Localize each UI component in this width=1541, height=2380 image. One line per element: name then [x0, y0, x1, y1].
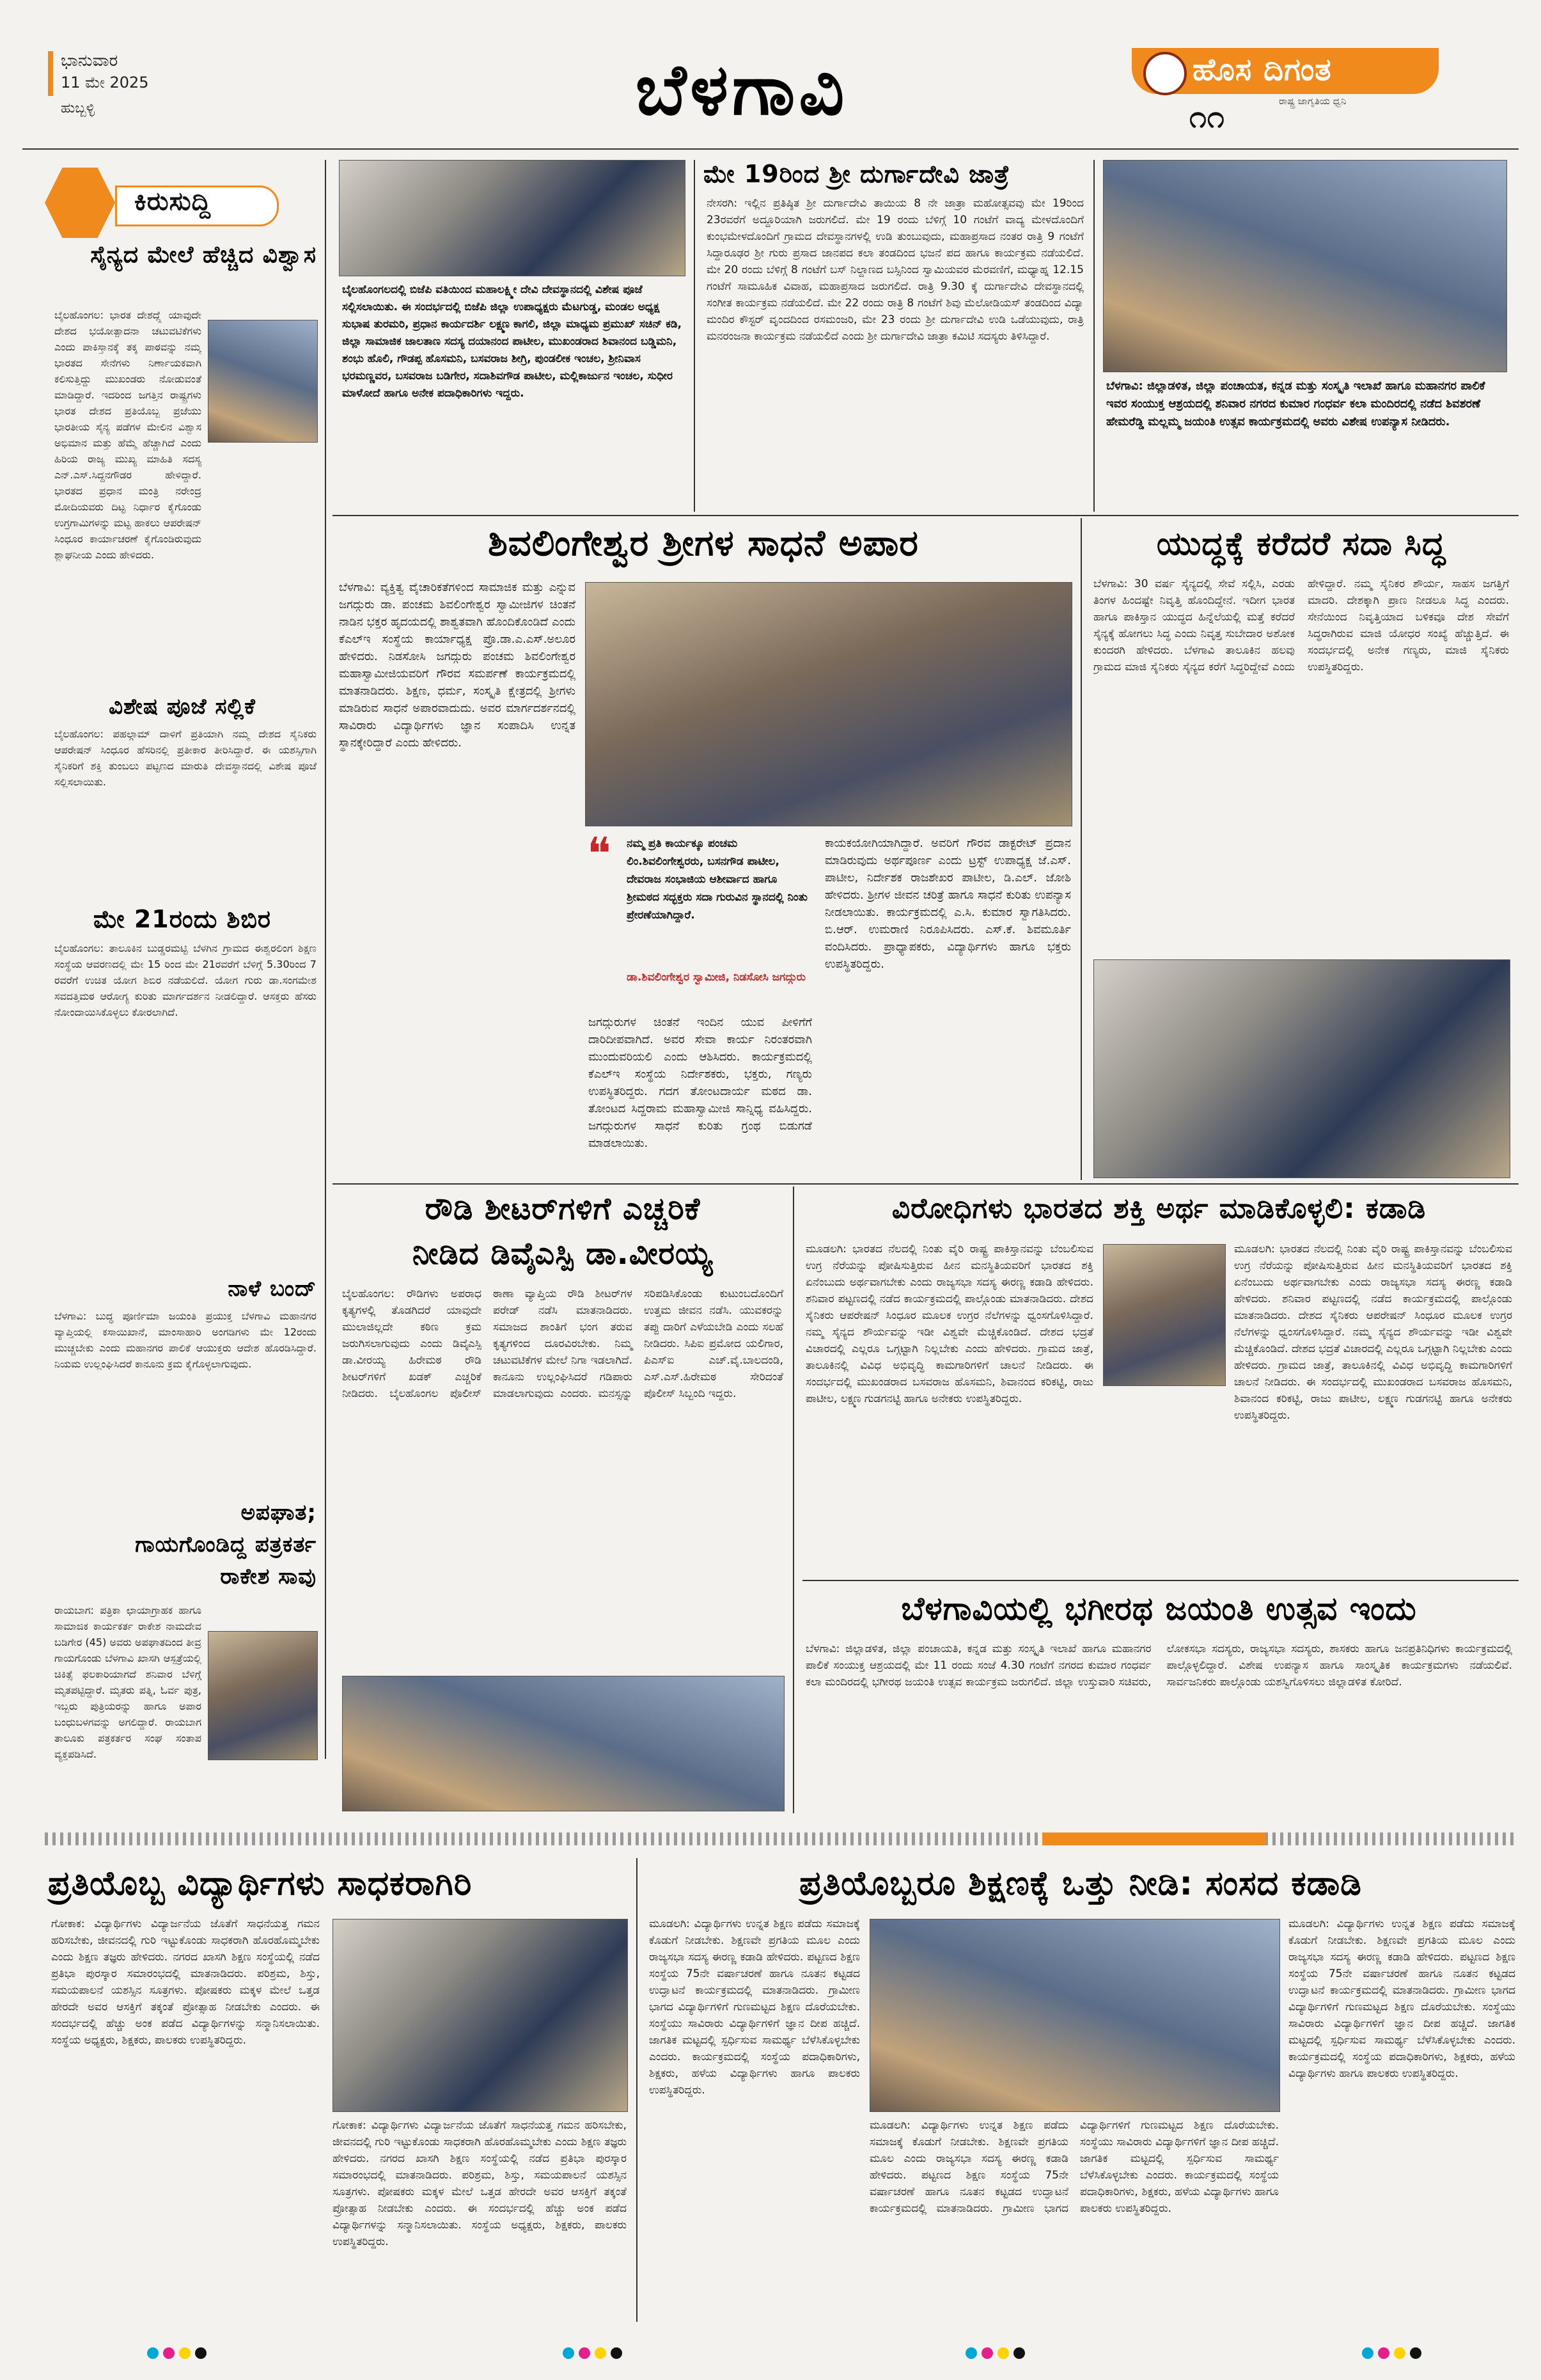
virodhi-photo [1103, 1244, 1226, 1386]
reg-dot-black [1013, 2347, 1025, 2359]
left-body-5: ರಾಯಬಾಗ: ಪತ್ರಿಕಾ ಛಾಯಾಗ್ರಾಹಕ ಹಾಗೂ ಸಾಮಾಜಿಕ ಕಾರ್ಯಕರ್ತ ರಾಕೇಶ ನಾಮದೇವ ಬಡಿಗೇರ (45) ಅವರು ಅಪಘಾತದಿಂದ ತೀವ್ರ ಗಾಯಗೊಂಡು ಬೆಳಗಾವಿ ಖಾಸಗಿ ಆಸ್ಪತ್ರೆಯಲ್ಲಿ ಚಿಕಿತ್ಸೆ ಫಲಕಾರಿಯಾಗದೆ ಶನಿವಾರ ಬೆಳಿಗ್ಗೆ ಮೃತಪಟ್ಟಿದ್ದಾರೆ. ಮೃತರು ಪತ್ನಿ, ಓರ್ವ ಪುತ್ರ, ಇಬ್ಬರು ಪುತ್ರಿಯರನ್ನು ಹಾಗೂ ಅಪಾರ ಬಂಧುಬಳಗವನ್ನು ಅಗಲಿದ್ದಾರೆ. ರಾಯಬಾಗ ತಾಲೂಕು ಪತ್ರಕರ್ತರ ಸಂಘ ಸಂತಾಪ ವ್ಯಕ್ತಪಡಿಸಿದೆ. [54, 1604, 201, 1760]
virodhi-head: ವಿರೋಧಿಗಳು ಭಾರತದ ಶಕ್ತಿ ಅರ್ಥ ಮಾಡಿಕೊಳ್ಳಲಿ: ಕಡಾಡಿ [891, 1192, 1427, 1225]
rowdy-photo [342, 1676, 785, 1811]
city-label: ಹುಬ್ಬಳ್ಳಿ [61, 100, 95, 116]
left-head-5c: ರಾಕೇಶ ಸಾವು [220, 1564, 317, 1589]
top-mid-caption: ಬೈಲಹೊಂಗಲದಲ್ಲಿ ಬಿಜೆಪಿ ವತಿಯಿಂದ ಮಹಾಲಕ್ಷ್ಮೀ ದೇವಿ ದೇವಸ್ಥಾನದಲ್ಲಿ ವಿಶೇಷ ಪೂಜೆ ಸಲ್ಲಿಸಲಾಯಿತು. ಈ ಸಂದರ್ಭದಲ್ಲಿ ಬಿಜೆಪಿ ಜಿಲ್ಲಾ ಉಪಾಧ್ಯಕ್ಷರು ಮೆಟಗುಡ್ಡ, ಮಂಡಲ ಅಧ್ಯಕ್ಷ ಸುಭಾಷ ತುರಮರಿ, ಪ್ರಧಾನ ಕಾರ್ಯದರ್ಶಿ ಲಕ್ಷ್ಮಣ ಕಾಗಲಿ, ಜಿಲ್ಲಾ ಮಾಧ್ಯಮ ಪ್ರಮುಖ್ ಸಚಿನ್ ಕಡಿ, ಜಿಲ್ಲಾ ಸಾಮಾಜಿಕ ಜಾಲತಾಣ ಸದಸ್ಯ ದಯಾನಂದ ಪಾಟೀಲ, ಮುಖಂಡರಾದ ಶಿವಾನಂದ ಬಡ್ಡಿಮನಿ, ಶಂಭು ಹೊಲಿ, ಗೌಡಪ್ಪ ಹೊಸಮನಿ, ಬಸವರಾಜ ಶೀಗ್ರಿ, ಪುಂಡಲೀಕ ಇಂಚಲ, ಶ್ರೀನಿವಾಸ ಭರಮಣ್ಣವರ, ಬಸವರಾಜ ಬಡಿಗೇರ, ಸದಾಶಿವಗೌಡ ಪಾಟೀಲ, ಮಲ್ಲಿಕಾರ್ಜುನ ಇಂಚಲ, ಸುಧೀರ ಮಾಳೋದೆ ಹಾಗೂ ಅನೇಕ ಪದಾಧಿಕಾರಿಗಳು ಇದ್ದರು. [342, 283, 682, 400]
section-title: ಬೆಳಗಾವಿ [635, 49, 849, 130]
bhagiratha-head: ಬೆಳಗಾವಿಯಲ್ಲಿ ಭಗೀರಥ ಜಯಂತಿ ಉತ್ಸವ ಇಂದು [901, 1590, 1417, 1627]
virodhi-body-cont: ಮೂಡಲಗಿ: ಭಾರತದ ನೆಲದಲ್ಲಿ ನಿಂತು ವೈರಿ ರಾಷ್ಟ್ರ ಪಾಕಿಸ್ತಾನವನ್ನು ಬೆಂಬಲಿಸುವ ಉಗ್ರ ನೆರೆಯನ್ನು ಪೋಷಿಸುತ್ತಿರುವ ಹೀನ ಮನಸ್ಥಿತಿಯವರಿಗೆ ಭಾರತದ ಶಕ್ತಿ ಏನೆಂಬುದು ಅರ್ಥವಾಗಬೇಕು ಎಂದು ರಾಜ್ಯಸಭಾ ಸದಸ್ಯ ಈರಣ್ಣ ಕಡಾಡಿ ಹೇಳಿದರು. ಶನಿವಾರ ಪಟ್ಟಣದಲ್ಲಿ ನಡೆದ ಕಾರ್ಯಕ್ರಮದಲ್ಲಿ ಪಾಲ್ಗೊಂಡು ಮಾತನಾಡಿದರು. ದೇಶದ ಸೈನಿಕರು ಆಪರೇಷನ್ ಸಿಂಧೂರ ಮೂಲಕ ಉಗ್ರರ ನೆಲೆಗಳನ್ನು ಧ್ವಂಸಗೊಳಿಸಿದ್ದಾರೆ. ನಮ್ಮ ಸೈನ್ಯದ ಶೌರ್ಯವನ್ನು ಇಡೀ ವಿಶ್ವವೇ ಮೆಚ್ಚಿಕೊಂಡಿದೆ. ದೇಶದ ಭದ್ರತೆ ವಿಚಾರದಲ್ಲಿ ಎಲ್ಲರೂ ಒಗ್ಗಟ್ಟಾಗಿ ನಿಲ್ಲಬೇಕು ಎಂದು ಹೇಳಿದರು. ಗ್ರಾಮದ ಜಾತ್ರೆ, ತಾಲೂಕಿನಲ್ಲಿ ವಿವಿಧ ಅಭಿವೃದ್ಧಿ ಕಾಮಗಾರಿಗಳಿಗೆ ಚಾಲನೆ ನೀಡಿದರು. ಈ ಸಂದರ್ಭದಲ್ಲಿ ಮುಖಂಡರಾದ ಬಸವರಾಜ ಹೊಸಮನಿ, ಶಿವಾನಂದ ಕರಿಕಟ್ಟಿ, ರಾಜು ಪಾಟೀಲ, ಲಕ್ಷ್ಮಣ ಗುಡಗನಟ್ಟಿ ಹಾಗೂ ಅನೇಕರು ಉಪಸ್ಥಿತರಿದ್ದರು. [1234, 1243, 1512, 1422]
top-right-caption: ಬೆಳಗಾವಿ: ಜಿಲ್ಲಾಡಳಿತ, ಜಿಲ್ಲಾ ಪಂಚಾಯತ, ಕನ್ನಡ ಮತ್ತು ಸಂಸ್ಕೃತಿ ಇಲಾಖೆ ಹಾಗೂ ಮಹಾನಗರ ಪಾಲಿಕೆ ಇವರ ಸಂಯುಕ್ತ ಆಶ್ರಯದಲ್ಲಿ ಶನಿವಾರ ನಗರದ ಕುಮಾರ ಗಂಧರ್ವ ಕಲಾ ಮಂದಿರದಲ್ಲಿ ನಡೆದ ಶಿವಶರಣೆ ಹೇಮರೆಡ್ಡಿ ಮಲ್ಲಮ್ಮ ಜಯಂತಿ ಉತ್ಸವ ಕಾರ್ಯಕ್ರಮದಲ್ಲಿ ಅವರು ವಿಶೇಷ ಉಪನ್ಯಾಸ ನೀಡಿದರು. [1106, 379, 1485, 429]
paper-logo [1132, 48, 1439, 135]
reg-dot-cyan [147, 2347, 159, 2359]
date-label: 11 ಮೇ 2025 [61, 74, 149, 91]
reg-dot-yellow [595, 2347, 606, 2359]
bottom-left-head: ಪ್ರತಿಯೊಬ್ಬ ವಿದ್ಯಾರ್ಥಿಗಳು ಸಾಧಕರಾಗಿರಿ [48, 1864, 473, 1903]
masthead-rule [22, 148, 1519, 150]
rowdy-body: ಬೈಲಹೊಂಗಲ: ರೌಡಿಗಳು ಅಪರಾಧ ಕೃತ್ಯಗಳಲ್ಲಿ ತೊಡಗಿದರೆ ಯಾವುದೇ ಮುಲಾಜಿಲ್ಲದೇ ಕಠಿಣ ಕ್ರಮ ಜರುಗಿಸಲಾಗುವುದು ಎಂದು ಡಿವೈಎಸ್ಪಿ ಡಾ.ವೀರಯ್ಯ ಹಿರೇಮಠ ರೌಡಿ ಶೀಟರ್‌ಗಳಿಗೆ ಖಡಕ್ ಎಚ್ಚರಿಕೆ ನೀಡಿದರು. ಬೈಲಹೊಂಗಲ ಪೊಲೀಸ್ ಠಾಣಾ ವ್ಯಾಪ್ತಿಯ ರೌಡಿ ಶೀಟರ್‌ಗಳ ಪರೇಡ್ ನಡೆಸಿ ಮಾತನಾಡಿದರು. ಸಮಾಜದ ಶಾಂತಿಗೆ ಭಂಗ ತರುವ ಕೃತ್ಯಗಳಿಂದ ದೂರವಿರಬೇಕು. ನಿಮ್ಮ ಚಟುವಟಿಕೆಗಳ ಮೇಲೆ ನಿಗಾ ಇಡಲಾಗಿದೆ. ಕಾನೂನು ಉಲ್ಲಂಘಿಸಿದರೆ ಗಡಿಪಾರು ಮಾಡಲಾಗುವುದು ಎಂದರು. ಮನಸ್ಸನ್ನು ಸರಿಪಡಿಸಿಕೊಂಡು ಕುಟುಂಬದೊಂದಿಗೆ ಉತ್ತಮ ಜೀವನ ನಡೆಸಿ. ಯುವಕರನ್ನು ತಪ್ಪು ದಾರಿಗೆ ಎಳೆಯಬೇಡಿ ಎಂದು ಸಲಹೆ ನೀಡಿದರು. ಸಿಪಿಐ ಪ್ರಮೋದ ಯಲಿಗಾರ, ಪಿಎಸ್ಐ ಎಚ್.ವೈ.ಬಾಲದಂಡಿ, ಎಸ್.ಎಸ್.ಹಿರೇಮಠ ಸೇರಿದಂತೆ ಪೊಲೀಸ್ ಸಿಬ್ಬಂದಿ ಇದ್ದರು. [342, 1288, 783, 1400]
masthead [0, 0, 1541, 150]
left-body-3: ಬೈಲಹೊಂಗಲ: ತಾಲೂಕಿನ ಬುಡ್ಡರಮಟ್ಟಿ ಬೆಳಗಿನ ಗ್ರಾಮದ ಈಶ್ವರಲಿಂಗ ಶಿಕ್ಷಣ ಸಂಸ್ಥೆಯ ಆವರಣದಲ್ಲಿ ಮೇ 15 ರಿಂದ ಮೇ 21ರವರೆಗೆ ಬೆಳಿಗ್ಗೆ 5.30ರಿಂದ 7 ರವರೆಗೆ ಉಚಿತ ಯೋಗ ಶಿಬಿರ ನಡೆಯಲಿದೆ. ಯೋಗ ಗುರು ಡಾ.ಸಂಗಮೇಶ ಸವದತ್ತಿಮಠ ಆರೋಗ್ಯ ಕುರಿತು ಮಾರ್ಗದರ್ಶನ ನೀಡಲಿದ್ದಾರೆ. ಆಸಕ್ತರು ಹೆಸರು ನೋಂದಾಯಿಸಿಕೊಳ್ಳಲು ಕೋರಲಾಗಿದೆ. [54, 942, 317, 1018]
bottom-left-body-1: ಗೋಕಾಕ: ವಿದ್ಯಾರ್ಥಿಗಳು ವಿದ್ಯಾರ್ಜನೆಯ ಜೊತೆಗೆ ಸಾಧನೆಯತ್ತ ಗಮನ ಹರಿಸಬೇಕು, ಜೀವನದಲ್ಲಿ ಗುರಿ ಇಟ್ಟುಕೊಂಡು ಸಾಧಕರಾಗಿ ಹೊರಹೊಮ್ಮಬೇಕು ಎಂದು ಶಿಕ್ಷಣ ತಜ್ಞರು ಹೇಳಿದರು. ನಗರದ ಖಾಸಗಿ ಶಿಕ್ಷಣ ಸಂಸ್ಥೆಯಲ್ಲಿ ನಡೆದ ಪ್ರತಿಭಾ ಪುರಸ್ಕಾರ ಸಮಾರಂಭದಲ್ಲಿ ಮಾತನಾಡಿದರು. ಪರಿಶ್ರಮ, ಶಿಸ್ತು, ಸಮಯಪಾಲನೆ ಯಶಸ್ಸಿನ ಸೂತ್ರಗಳು. ಪೋಷಕರು ಮಕ್ಕಳ ಮೇಲೆ ಒತ್ತಡ ಹೇರದೇ ಅವರ ಆಸಕ್ತಿಗೆ ತಕ್ಕಂತೆ ಪ್ರೋತ್ಸಾಹ ನೀಡಬೇಕು ಎಂದರು. ಈ ಸಂದರ್ಭದಲ್ಲಿ ಹೆಚ್ಚು ಅಂಕ ಪಡೆದ ವಿದ್ಯಾರ್ಥಿಗಳನ್ನು ಸನ್ಮಾನಿಸಲಾಯಿತು. ಸಂಸ್ಥೆಯ ಅಧ್ಯಕ್ಷರು, ಶಿಕ್ಷಕರು, ಪಾಲಕರು ಉಪಸ್ಥಿತರಿದ್ದರು. [51, 1918, 320, 2047]
left-head-1: ಸೈನ್ಯದ ಮೇಲೆ ಹೆಚ್ಚಿದ ವಿಶ್ವಾಸ [90, 242, 317, 268]
reg-dot-magenta [163, 2347, 175, 2359]
left-body-1: ಬೈಲಹೊಂಗಲ: ಭಾರತ ದೇಶದ್ಲ್ಲೆ ಯಾವುದೇ ದೇಶದ ಭಯೋತ್ಪಾದನಾ ಚಟುವಟಿಕೆಗಳು ಎಂದು ಪಾಕಿಸ್ತಾನಕ್ಕೆ ತಕ್ಕ ಪಾಠವನ್ನು ನಮ್ಮ ಭಾರತದ ಸೇನೆಗಳು ನಿರ್ಣಾಯಕವಾಗಿ ಕಲಿಸುತ್ತಿದ್ದು ಮುಖಂಡರು ನೋಡುವಂತೆ ಮಾಡಿದ್ದಾರೆ. ಇದರಿಂದ ಜಗತ್ತಿನ ರಾಷ್ಟ್ರಗಳು ಭಾರತ ದೇಶದ ಪ್ರತಿಯೊಬ್ಬ ಪ್ರಜೆಯು ಭಾರತೀಯ ಸೈನ್ಯ ಪಡೆಗಳ ಮೇಲಿನ ವಿಶ್ವಾಸ ಅಭಿಮಾನ ಮತ್ತು ಹೆಮ್ಮೆ ಹೆಚ್ಚಾಗಿದೆ ಎಂದು ಹಿರಿಯ ರಾಜ್ಯ ಮುಖ್ಯ ಮಾಹಿತಿ ಸದಸ್ಯ ಎನ್.ಎಸ್.ಸಿದ್ದನಗೌಡರ ಹೇಳಿದ್ದಾರೆ. ಭಾರತದ ಪ್ರಧಾನ ಮಂತ್ರಿ ನರೇಂದ್ರ ಮೋದಿಯವರು ದಿಟ್ಟ ನಿರ್ಧಾರ ಕೈಗೊಂಡು ಉಗ್ರಗಾಮಿಗಳನ್ನು ಮಟ್ಟ ಹಾಕಲು ಆಪರೇಷನ್ ಸಿಂಧೂರ ಕಾರ್ಯಾಚರಣೆ ಕೈಗೊಂಡಿರುವುದು ಶ್ಲಾಘನೀಯ ಎಂದು ಹೇಳಿದರು. [54, 309, 201, 561]
bottom-right-head: ಪ್ರತಿಯೊಬ್ಬರೂ ಶಿಕ್ಷಣಕ್ಕೆ ಒತ್ತು ನೀಡಿ: ಸಂಸದ ಕಡಾಡಿ [799, 1864, 1362, 1903]
rowdy-head-2: ನೀಡಿದ ಡಿವೈಎಸ್ಪಿ ಡಾ.ವೀರಯ್ಯ [412, 1236, 714, 1272]
row-rule-1 [332, 515, 1519, 516]
reg-dot-cyan [563, 2347, 574, 2359]
reg-dot-black [1410, 2347, 1421, 2359]
kirusuddi-label: ಕಿರುಸುದ್ದಿ [134, 187, 212, 216]
mid-divider-1 [1081, 518, 1082, 1180]
row-rule-3 [802, 1580, 1519, 1581]
kirusuddi-badge [45, 168, 288, 238]
quote-mark-icon: ❝ [587, 828, 611, 880]
top-divider-1 [694, 160, 695, 512]
hand-icon [45, 168, 115, 238]
durga-head: ಮೇ 19ರಿಂದ ಶ್ರೀ ದುರ್ಗಾದೇವಿ ಜಾತ್ರೆ [703, 160, 1010, 188]
shivalinga-col2: ಜಗದ್ಗುರುಗಳ ಚಿಂತನೆ ಇಂದಿನ ಯುವ ಪೀಳಿಗೆಗೆ ದಾರಿದೀಪವಾಗಿದೆ. ಅವರ ಸೇವಾ ಕಾರ್ಯ ನಿರಂತರವಾಗಿ ಮುಂದುವರಿಯಲಿ ಎಂದು ಆಶಿಸಿದರು. ಕಾರ್ಯಕ್ರಮದಲ್ಲಿ ಕೆಎಲ್ಇ ಸಂಸ್ಥೆಯ ನಿರ್ದೇಶಕರು, ಭಕ್ತರು, ಗಣ್ಯರು ಉಪಸ್ಥಿತರಿದ್ದರು. ಗದಗ ತೋಂಟದಾರ್ಯ ಮಠದ ಡಾ. ತೋಂಟದ ಸಿದ್ದರಾಮ ಮಹಾಸ್ವಾಮೀಜಿ ಸಾನ್ನಿಧ್ಯ ವಹಿಸಿದ್ದರು. ಜಗದ್ಗುರುಗಳ ಸಾಧನೆ ಕುರಿತು ಗ್ರಂಥ ಬಿಡುಗಡೆ ಮಾಡಲಾಯಿತು. [588, 1016, 812, 1150]
bottom-left-body-2: ಗೋಕಾಕ: ವಿದ್ಯಾರ್ಥಿಗಳು ವಿದ್ಯಾರ್ಜನೆಯ ಜೊತೆಗೆ ಸಾಧನೆಯತ್ತ ಗಮನ ಹರಿಸಬೇಕು, ಜೀವನದಲ್ಲಿ ಗುರಿ ಇಟ್ಟುಕೊಂಡು ಸಾಧಕರಾಗಿ ಹೊರಹೊಮ್ಮಬೇಕು ಎಂದು ಶಿಕ್ಷಣ ತಜ್ಞರು ಹೇಳಿದರು. ನಗರದ ಖಾಸಗಿ ಶಿಕ್ಷಣ ಸಂಸ್ಥೆಯಲ್ಲಿ ನಡೆದ ಪ್ರತಿಭಾ ಪುರಸ್ಕಾರ ಸಮಾರಂಭದಲ್ಲಿ ಮಾತನಾಡಿದರು. ಪರಿಶ್ರಮ, ಶಿಸ್ತು, ಸಮಯಪಾಲನೆ ಯಶಸ್ಸಿನ ಸೂತ್ರಗಳು. ಪೋಷಕರು ಮಕ್ಕಳ ಮೇಲೆ ಒತ್ತಡ ಹೇರದೇ ಅವರ ಆಸಕ್ತಿಗೆ ತಕ್ಕಂತೆ ಪ್ರೋತ್ಸಾಹ ನೀಡಬೇಕು ಎಂದರು. ಈ ಸಂದರ್ಭದಲ್ಲಿ ಹೆಚ್ಚು ಅಂಕ ಪಡೆದ ವಿದ್ಯಾರ್ಥಿಗಳನ್ನು ಸನ್ಮಾನಿಸಲಾಯಿತು. ಸಂಸ್ಥೆಯ ಅಧ್ಯಕ್ಷರು, ಶಿಕ್ಷಕರು, ಪಾಲಕರು ಉಪಸ್ಥಿತರಿದ್ದರು. [332, 2119, 627, 2248]
yuddha-head: ಯುದ್ಧಕ್ಕೆ ಕರೆದರೆ ಸದಾ ಸಿದ್ಧ [1156, 525, 1446, 562]
bottom-right-body-2: ಮೂಡಲಗಿ: ವಿದ್ಯಾರ್ಥಿಗಳು ಉನ್ನತ ಶಿಕ್ಷಣ ಪಡೆದು ಸಮಾಜಕ್ಕೆ ಕೊಡುಗೆ ನೀಡಬೇಕು. ಶಿಕ್ಷಣವೇ ಪ್ರಗತಿಯ ಮೂಲ ಎಂದು ರಾಜ್ಯಸಭಾ ಸದಸ್ಯ ಈರಣ್ಣ ಕಡಾಡಿ ಹೇಳಿದರು. ಪಟ್ಟಣದ ಶಿಕ್ಷಣ ಸಂಸ್ಥೆಯ 75ನೇ ವರ್ಷಾಚರಣೆ ಹಾಗೂ ನೂತನ ಕಟ್ಟಡದ ಉದ್ಘಾಟನೆ ಕಾರ್ಯಕ್ರಮದಲ್ಲಿ ಮಾತನಾಡಿದರು. ಗ್ರಾಮೀಣ ಭಾಗದ ವಿದ್ಯಾರ್ಥಿಗಳಿಗೆ ಗುಣಮಟ್ಟದ ಶಿಕ್ಷಣ ದೊರೆಯಬೇಕು. ಸಂಸ್ಥೆಯು ಸಾವಿರಾರು ವಿದ್ಯಾರ್ಥಿಗಳಿಗೆ ಜ್ಞಾನ ದೀಪ ಹಚ್ಚಿದೆ. ಜಾಗತಿಕ ಮಟ್ಟದಲ್ಲಿ ಸ್ಪರ್ಧಿಸುವ ಸಾಮರ್ಥ್ಯ ಬೆಳೆಸಿಕೊಳ್ಳಬೇಕು ಎಂದರು. ಕಾರ್ಯಕ್ರಮದಲ್ಲಿ ಸಂಸ್ಥೆಯ ಪದಾಧಿಕಾರಿಗಳು, ಶಿಕ್ಷಕರು, ಹಳೆಯ ವಿದ್ಯಾರ್ಥಿಗಳು ಹಾಗೂ ಪಾಲಕರು ಉಪಸ್ಥಿತರಿದ್ದರು. [870, 2119, 1279, 2215]
reg-dot-magenta [579, 2347, 590, 2359]
reg-dot-cyan [1362, 2347, 1373, 2359]
top-right-photo [1103, 160, 1507, 372]
mid-divider-2 [793, 1186, 794, 1813]
reg-dot-cyan [966, 2347, 977, 2359]
shivalinga-head: ಶಿವಲಿಂಗೇಶ್ವರ ಶ್ರೀಗಳ ಸಾಧನೆ ಅಪಾರ [488, 523, 919, 564]
reg-dot-yellow [997, 2347, 1009, 2359]
bottom-right-body-1: ಮೂಡಲಗಿ: ವಿದ್ಯಾರ್ಥಿಗಳು ಉನ್ನತ ಶಿಕ್ಷಣ ಪಡೆದು ಸಮಾಜಕ್ಕೆ ಕೊಡುಗೆ ನೀಡಬೇಕು. ಶಿಕ್ಷಣವೇ ಪ್ರಗತಿಯ ಮೂಲ ಎಂದು ರಾಜ್ಯಸಭಾ ಸದಸ್ಯ ಈರಣ್ಣ ಕಡಾಡಿ ಹೇಳಿದರು. ಪಟ್ಟಣದ ಶಿಕ್ಷಣ ಸಂಸ್ಥೆಯ 75ನೇ ವರ್ಷಾಚರಣೆ ಹಾಗೂ ನೂತನ ಕಟ್ಟಡದ ಉದ್ಘಾಟನೆ ಕಾರ್ಯಕ್ರಮದಲ್ಲಿ ಮಾತನಾಡಿದರು. ಗ್ರಾಮೀಣ ಭಾಗದ ವಿದ್ಯಾರ್ಥಿಗಳಿಗೆ ಗುಣಮಟ್ಟದ ಶಿಕ್ಷಣ ದೊರೆಯಬೇಕು. ಸಂಸ್ಥೆಯು ಸಾವಿರಾರು ವಿದ್ಯಾರ್ಥಿಗಳಿಗೆ ಜ್ಞಾನ ದೀಪ ಹಚ್ಚಿದೆ. ಜಾಗತಿಕ ಮಟ್ಟದಲ್ಲಿ ಸ್ಪರ್ಧಿಸುವ ಸಾಮರ್ಥ್ಯ ಬೆಳೆಸಿಕೊಳ್ಳಬೇಕು ಎಂದರು. ಕಾರ್ಯಕ್ರಮದಲ್ಲಿ ಸಂಸ್ಥೆಯ ಪದಾಧಿಕಾರಿಗಳು, ಶಿಕ್ಷಕರು, ಹಳೆಯ ವಿದ್ಯಾರ್ಥಿಗಳು ಹಾಗೂ ಪಾಲಕರು ಉಪಸ್ಥಿತರಿದ್ದರು. [649, 1918, 860, 2097]
virodhi-body: ಮೂಡಲಗಿ: ಭಾರತದ ನೆಲದಲ್ಲಿ ನಿಂತು ವೈರಿ ರಾಷ್ಟ್ರ ಪಾಕಿಸ್ತಾನವನ್ನು ಬೆಂಬಲಿಸುವ ಉಗ್ರ ನೆರೆಯನ್ನು ಪೋಷಿಸುತ್ತಿರುವ ಹೀನ ಮನಸ್ಥಿತಿಯವರಿಗೆ ಭಾರತದ ಶಕ್ತಿ ಏನೆಂಬುದು ಅರ್ಥವಾಗಬೇಕು ಎಂದು ರಾಜ್ಯಸಭಾ ಸದಸ್ಯ ಈರಣ್ಣ ಕಡಾಡಿ ಹೇಳಿದರು. ಶನಿವಾರ ಪಟ್ಟಣದಲ್ಲಿ ನಡೆದ ಕಾರ್ಯಕ್ರಮದಲ್ಲಿ ಪಾಲ್ಗೊಂಡು ಮಾತನಾಡಿದರು. ದೇಶದ ಸೈನಿಕರು ಆಪರೇಷನ್ ಸಿಂಧೂರ ಮೂಲಕ ಉಗ್ರರ ನೆಲೆಗಳನ್ನು ಧ್ವಂಸಗೊಳಿಸಿದ್ದಾರೆ. ನಮ್ಮ ಸೈನ್ಯದ ಶೌರ್ಯವನ್ನು ಇಡೀ ವಿಶ್ವವೇ ಮೆಚ್ಚಿಕೊಂಡಿದೆ. ದೇಶದ ಭದ್ರತೆ ವಿಚಾರದಲ್ಲಿ ಎಲ್ಲರೂ ಒಗ್ಗಟ್ಟಾಗಿ ನಿಲ್ಲಬೇಕು ಎಂದು ಹೇಳಿದರು. ಗ್ರಾಮದ ಜಾತ್ರೆ, ತಾಲೂಕಿನಲ್ಲಿ ವಿವಿಧ ಅಭಿವೃದ್ಧಿ ಕಾಮಗಾರಿಗಳಿಗೆ ಚಾಲನೆ ನೀಡಿದರು. ಈ ಸಂದರ್ಭದಲ್ಲಿ ಮುಖಂಡರಾದ ಬಸವರಾಜ ಹೊಸಮನಿ, ಶಿವಾನಂದ ಕರಿಕಟ್ಟಿ, ರಾಜು ಪಾಟೀಲ, ಲಕ್ಷ್ಮಣ ಗುಡಗನಟ್ಟಿ ಹಾಗೂ ಅನೇಕರು ಉಪಸ್ಥಿತರಿದ್ದರು. [806, 1243, 1093, 1405]
shivalinga-quote: ನಮ್ಮ ಪ್ರತಿ ಕಾರ್ಯಕ್ಕೂ ಪಂಚಮ ಲಿಂ.ಶಿವಲಿಂಗೇಶ್ವರರು, ಬಸನಗೌಡ ಪಾಟೀಲ, ದೇವರಾಜ ಸಂಭಾಜಿಯ ಆಶೀರ್ವಾದ ಹಾಗೂ ಶ್ರೀಮಠದ ಸದ್ಭಕ್ತರು ಸದಾ ಗುರುವಿನ ಸ್ಥಾನದಲ್ಲಿ ನಿಂತು ಪ್ರೇರಣೆಯಾಗಿದ್ದಾರೆ. [627, 837, 808, 922]
yuddha-body: ಬೆಳಗಾವಿ: 30 ವರ್ಷ ಸೈನ್ಯದಲ್ಲಿ ಸೇವೆ ಸಲ್ಲಿಸಿ, ಎರಡು ತಿಂಗಳ ಹಿಂದಷ್ಟೇ ನಿವೃತ್ತಿ ಹೊಂದಿದ್ದೇನೆ. ಇದೀಗ ಭಾರತ ಹಾಗೂ ಪಾಕಿಸ್ತಾನ ಯುದ್ಧದ ಹಿನ್ನೆಲೆಯಲ್ಲಿ ಮತ್ತೆ ಕರೆದರೆ ಸೈನ್ಯಕ್ಕೆ ಹೋಗಲು ಸಿದ್ಧ ಎಂದು ನಿವೃತ್ತ ಸುಬೇದಾರ ಅಶೋಕ ಕುಂದರಗಿ ಹೇಳಿದರು. ಬೆಳಗಾವಿ ತಾಲೂಕಿನ ಹಲವು ಗ್ರಾಮದ ಮಾಜಿ ಸೈನಿಕರು ಸೈನ್ಯದ ಕರೆಗೆ ಸಿದ್ಧರಿದ್ದೇವೆ ಎಂದು ಹೇಳಿದ್ದಾರೆ. ನಮ್ಮ ಸೈನಿಕರ ಶೌರ್ಯ, ಸಾಹಸ ಜಗತ್ತಿಗೆ ಮಾದರಿ. ದೇಶಕ್ಕಾಗಿ ಪ್ರಾಣ ನೀಡಲೂ ಸಿದ್ಧ ಎಂದರು. ಸೇನೆಯಿಂದ ನಿವೃತ್ತಿಯಾದ ಬಳಿಕವೂ ದೇಶ ಸೇವೆಗೆ ಸಿದ್ಧರಾಗಿರುವ ಮಾಜಿ ಯೋಧರ ಸಂಖ್ಯೆ ಹೆಚ್ಚುತ್ತಿದೆ. ಈ ಸಂದರ್ಭದಲ್ಲಿ ಅನೇಕ ಗಣ್ಯರು, ಮಾಜಿ ಸೈನಿಕರು ಉಪಸ್ಥಿತರಿದ್ದರು. [1093, 578, 1509, 674]
left-photo-1 [208, 320, 318, 443]
reg-dot-yellow [179, 2347, 191, 2359]
left-photo-2 [208, 1631, 318, 1760]
shivalinga-col1: ಬೆಳಗಾವಿ: ವ್ಯಕ್ತಿತ್ವ ವೈಚಾರಿಕತೆಗಳಿಂದ ಸಾಮಾಜಿಕ ಮತ್ತು ಎನ್ನುವ ಜಗದ್ಗುರು ಡಾ. ಪಂಚಮ ಶಿವಲಿಂಗೇಶ್ವರ ಸ್ವಾಮೀಜಿಗಳ ಚಿಂತನೆ ನಾಡಿನ ಭಕ್ತರ ಹೃದಯದಲ್ಲಿ ಶಾಶ್ವತವಾಗಿ ಹೊಂದಿಕೊಂಡಿದೆ ಎಂದು ಕೆಎಲ್ಇ ಸಂಸ್ಥೆಯ ಕಾರ್ಯಾಧ್ಯಕ್ಷ ಪ್ರೊ.ಡಾ.ಎ.ಎಸ್.ಅಲೂರ ಹೇಳಿದರು. ನಿಡಸೋಸಿ ಜಗದ್ಗುರು ಪಂಚಮ ಶಿವಲಿಂಗೇಶ್ವರ ಮಹಾಸ್ವಾಮೀಜಿಯವರಿಗೆ ಗೌರವ ಸಮರ್ಪಣೆ ಕಾರ್ಯಕ್ರಮದಲ್ಲಿ ಮಾತನಾಡಿದರು. ಶಿಕ್ಷಣ, ಧರ್ಮ, ಸಂಸ್ಕೃತಿ ಕ್ಷೇತ್ರದಲ್ಲಿ ಶ್ರೀಗಳು ಮಾಡಿರುವ ಸಾಧನೆ ಅಪಾರವಾದುದು. ಅವರ ಮಾರ್ಗದರ್ಶನದಲ್ಲಿ ಸಾವಿರಾರು ವಿದ್ಯಾರ್ಥಿಗಳು ಜ್ಞಾನ ಸಂಪಾದಿಸಿ ಉನ್ನತ ಸ್ಥಾನಕ್ಕೇರಿದ್ದಾರೆ ಎಂದು ಹೇಳಿದರು. [339, 581, 575, 750]
bottom-right-photo [870, 1919, 1280, 2112]
row-rule-2 [332, 1183, 1519, 1185]
reg-dot-black [611, 2347, 622, 2359]
separator-band [45, 1832, 1515, 1845]
left-head-2: ವಿಶೇಷ ಪೂಜೆ ಸಲ್ಲಿಕೆ [109, 694, 256, 720]
yuddha-photo [1093, 959, 1510, 1178]
shivalinga-photo [585, 582, 1072, 826]
left-body-4: ಬೆಳಗಾವಿ: ಬುದ್ಧ ಪೂರ್ಣಿಮಾ ಜಯಂತಿ ಪ್ರಯುಕ್ತ ಬೆಳಗಾವಿ ಮಹಾನಗರ ವ್ಯಾಪ್ತಿಯಲ್ಲಿ ಕಸಾಯಿಖಾನೆ, ಮಾಂಸಾಹಾರಿ ಅಂಗಡಿಗಳು ಮೇ 12ರಂದು ಮುಚ್ಚಬೇಕು ಎಂದು ಮಹಾನಗರ ಪಾಲಿಕೆ ಆಯುಕ್ತರು ಆದೇಶ ಹೊರಡಿಸಿದ್ದಾರೆ. ನಿಯಮ ಉಲ್ಲಂಘಿಸಿದರೆ ಕಾನೂನು ಕ್ರಮ ಕೈಗೊಳ್ಳಲಾಗುವುದು. [54, 1310, 317, 1370]
date-block [61, 51, 227, 116]
reg-dot-yellow [1394, 2347, 1405, 2359]
left-head-5a: ಅಪಘಾತ; [240, 1500, 317, 1525]
rowdy-head-1: ರೌಡಿ ಶೀಟರ್‌ಗಳಿಗೆ ಎಚ್ಚರಿಕೆ [425, 1191, 701, 1227]
paper-tagline: ರಾಷ್ಟ್ರ ಜಾಗೃತಿಯ ಧ್ವನಿ [1279, 95, 1347, 107]
left-head-5b: ಗಾಯಗೊಂಡಿದ್ದ ಪತ್ರಕರ್ತ [135, 1532, 317, 1557]
bhagiratha-body: ಬೆಳಗಾವಿ: ಜಿಲ್ಲಾಡಳಿತ, ಜಿಲ್ಲಾ ಪಂಚಾಯತಿ, ಕನ್ನಡ ಮತ್ತು ಸಂಸ್ಕೃತಿ ಇಲಾಖೆ ಹಾಗೂ ಮಹಾನಗರ ಪಾಲಿಕೆ ಸಂಯುಕ್ತ ಆಶ್ರಯದಲ್ಲಿ ಮೇ 11 ರಂದು ಸಂಜೆ 4.30 ಗಂಟೆಗೆ ನಗರದ ಕುಮಾರ ಗಂಧರ್ವ ಕಲಾ ಮಂದಿರದಲ್ಲಿ ಭಗೀರಥ ಜಯಂತಿ ಉತ್ಸವ ಕಾರ್ಯಕ್ರಮ ಜರುಗಲಿದೆ. ಜಿಲ್ಲಾ ಉಸ್ತುವಾರಿ ಸಚಿವರು, ಲೋಕಸಭಾ ಸದಸ್ಯರು, ರಾಜ್ಯಸಭಾ ಸದಸ್ಯರು, ಶಾಸಕರು ಹಾಗೂ ಜನಪ್ರತಿನಿಧಿಗಳು ಕಾರ್ಯಕ್ರಮದಲ್ಲಿ ಪಾಲ್ಗೊಳ್ಳಲಿದ್ದಾರೆ. ವಿಶೇಷ ಉಪನ್ಯಾಸ ಹಾಗೂ ಸಾಂಸ್ಕೃತಿಕ ಕಾರ್ಯಕ್ರಮಗಳು ನಡೆಯಲಿವೆ. ಸಾರ್ವಜನಿಕರು ಪಾಲ್ಗೊಂಡು ಯಶಸ್ವಿಗೊಳಿಸಲು ಜಿಲ್ಲಾಡಳಿತ ಕೋರಿದೆ. [806, 1643, 1512, 1689]
reg-dot-magenta [982, 2347, 993, 2359]
shivalinga-col3: ಕಾಯಕಯೋಗಿಯಾಗಿದ್ದಾರೆ. ಅವರಿಗೆ ಗೌರವ ಡಾಕ್ಟರೇಟ್ ಪ್ರದಾನ ಮಾಡಿರುವುದು ಅರ್ಥಪೂರ್ಣ ಎಂದು ಟ್ರಸ್ಟ್ ಉಪಾಧ್ಯಕ್ಷ ಜೆ.ಎಸ್. ಪಾಟೀಲ, ನಿರ್ದೇಶಕ ರಾಜಶೇಖರ ಪಾಟೀಲ, ಡಿ.ಎಲ್. ಜೋಶಿ ಹೇಳಿದರು. ಶ್ರೀಗಳ ಜೀವನ ಚರಿತ್ರೆ ಹಾಗೂ ಸಾಧನೆ ಕುರಿತು ಉಪನ್ಯಾಸ ನೀಡಲಾಯಿತು. ಕಾರ್ಯಕ್ರಮದಲ್ಲಿ ಎ.ಸಿ. ಕುಮಾರ ಸ್ವಾಗತಿಸಿದರು. ಬಿ.ಆರ್. ಉಮರಾಣಿ ನಿರೂಪಿಸಿದರು. ಎಸ್.ಕೆ. ಶಿವಮೂರ್ತಿ ವಂದಿಸಿದರು. ಪ್ರಾಧ್ಯಾಪಕರು, ವಿದ್ಯಾರ್ಥಿಗಳು ಹಾಗೂ ಭಕ್ತರು ಉಪಸ್ಥಿತರಿದ್ದರು. [825, 837, 1071, 971]
reg-dot-magenta [1378, 2347, 1389, 2359]
shivalinga-quote-by: ಡಾ.ಶಿವಲಿಂಗೇಶ್ವರ ಸ್ವಾಮೀಜಿ, ನಿಡಸೋಸಿ ಜಗದ್ಗುರು [627, 971, 806, 984]
paper-name: ಹೊಸ ದಿಗಂತ [1193, 52, 1332, 88]
bottom-right-body-3: ಮೂಡಲಗಿ: ವಿದ್ಯಾರ್ಥಿಗಳು ಉನ್ನತ ಶಿಕ್ಷಣ ಪಡೆದು ಸಮಾಜಕ್ಕೆ ಕೊಡುಗೆ ನೀಡಬೇಕು. ಶಿಕ್ಷಣವೇ ಪ್ರಗತಿಯ ಮೂಲ ಎಂದು ರಾಜ್ಯಸಭಾ ಸದಸ್ಯ ಈರಣ್ಣ ಕಡಾಡಿ ಹೇಳಿದರು. ಪಟ್ಟಣದ ಶಿಕ್ಷಣ ಸಂಸ್ಥೆಯ 75ನೇ ವರ್ಷಾಚರಣೆ ಹಾಗೂ ನೂತನ ಕಟ್ಟಡದ ಉದ್ಘಾಟನೆ ಕಾರ್ಯಕ್ರಮದಲ್ಲಿ ಮಾತನಾಡಿದರು. ಗ್ರಾಮೀಣ ಭಾಗದ ವಿದ್ಯಾರ್ಥಿಗಳಿಗೆ ಗುಣಮಟ್ಟದ ಶಿಕ್ಷಣ ದೊರೆಯಬೇಕು. ಸಂಸ್ಥೆಯು ಸಾವಿರಾರು ವಿದ್ಯಾರ್ಥಿಗಳಿಗೆ ಜ್ಞಾನ ದೀಪ ಹಚ್ಚಿದೆ. ಜಾಗತಿಕ ಮಟ್ಟದಲ್ಲಿ ಸ್ಪರ್ಧಿಸುವ ಸಾಮರ್ಥ್ಯ ಬೆಳೆಸಿಕೊಳ್ಳಬೇಕು ಎಂದರು. ಕಾರ್ಯಕ್ರಮದಲ್ಲಿ ಸಂಸ್ಥೆಯ ಪದಾಧಿಕಾರಿಗಳು, ಶಿಕ್ಷಕರು, ಹಳೆಯ ವಿದ್ಯಾರ್ಥಿಗಳು ಹಾಗೂ ಪಾಲಕರು ಉಪಸ್ಥಿತರಿದ್ದರು. [1288, 1918, 1515, 2080]
left-col-divider [325, 160, 326, 1759]
day-label: ಭಾನುವಾರ [61, 51, 118, 70]
reg-dot-black [195, 2347, 207, 2359]
logo-emblem-icon [1143, 52, 1187, 95]
page-number: ೧೧ [1189, 99, 1225, 135]
left-head-4: ನಾಳೆ ಬಂದ್ [228, 1276, 317, 1302]
durga-body: ನೇಸರಗಿ: ಇಲ್ಲಿನ ಪ್ರತಿಷ್ಠಿತ ಶ್ರೀ ದುರ್ಗಾದೇವಿ ತಾಯಿಯ 8 ನೇ ಜಾತ್ರಾ ಮಹೋತ್ಸವವು ಮೇ 19ರಿಂದ 23ರವರೆಗೆ ಅದ್ದೂರಿಯಾಗಿ ಜರುಗಲಿದೆ. ಮೇ 19 ರಂದು ಬೆಳಿಗ್ಗೆ 10 ಗಂಟೆಗೆ ವಾದ್ಯ ಮೇಳದೊಂದಿಗೆ ಕುಂಭಮೇಳದೊಂದಿಗೆ ಗ್ರಾಮದ ದೇವಸ್ಥಾನಗಳಲ್ಲಿ ಉಡಿ ತುಂಬುವುದು, ಮಹಾಪ್ರಸಾದ ನಂತರ ರಾತ್ರಿ 9 ಗಂಟೆಗೆ ಸಿದ್ದಾರೂಢರ ಶ್ರೀ ಗುರು ಪ್ರಸಾದ ಜಾನಪದ ಕಲಾ ತಂಡದಿಂದ ಭಜನೆ ಪದ ಹಾಗೂ ಕಾರ್ಯಕ್ರಮ ನಡೆಯಲಿದೆ. ಮೇ 20 ರಂದು ಬೆಳಿಗ್ಗೆ 8 ಗಂಟೆಗೆ ಬಸ್ ನಿಲ್ದಾಣದ ಬಸ್ಸಿನಿಂದ ಸ್ವಾಮಿಯವರ ಮೆರವಣಿಗೆ, ಮಧ್ಯಾಹ್ನ 12.15 ಗಂಟೆಗೆ ಸಾಮೂಹಿಕ ವಿವಾಹ, ಮಹಾಪ್ರಸಾದ ಜರುಗಲಿದೆ. ರಾತ್ರಿ 9.30 ಕ್ಕೆ ದುರ್ಗಾದೇವಿ ದೇವಸ್ಥಾನದಲ್ಲಿ ಸಂಗೀತ ಕಾರ್ಯಕ್ರಮ ನಡೆಯಲಿದೆ. ಮೇ 22 ರಂದು ರಾತ್ರಿ 8 ಗಂಟೆಗೆ ಶಿವು ಮೆಲೋಡಿಯಸ್ ತಂಡದಿಂದ ವಿದ್ಯಾ ಮಂದಿರ ಕೌಸ್ಟರ್ ವೃಂದದಿಂದ ರಸಮಂಜರಿ, ಮೇ 23 ರಂದು ಶ್ರೀ ದುರ್ಗಾದೇವಿ ಉಡಿ ಒಡೆಯುವುದು, ರಾತ್ರಿ ಮನರಂಜನಾ ಕಾರ್ಯಕ್ರಮ ನಡೆಯಲಿದೆ ಎಂದು ಶ್ರೀ ದುರ್ಗಾದೇವಿ ಜಾತ್ರಾ ಕಮಿಟಿ ಸದಸ್ಯರು ತಿಳಿಸಿದ್ದಾರೆ. [707, 197, 1084, 343]
bottom-left-photo [332, 1919, 628, 2112]
orange-bar [48, 51, 53, 96]
separator-accent [1042, 1832, 1266, 1845]
bottom-divider [636, 1858, 638, 2322]
top-mid-photo [339, 160, 685, 276]
left-head-3: ಮೇ 21ರಂದು ಶಿಬಿರ [93, 905, 271, 933]
top-divider-2 [1093, 160, 1095, 512]
left-body-2: ಬೈಲಹೊಂಗಲ: ಪಹಲ್ಗಾಮ್ ದಾಳಿಗೆ ಪ್ರತಿಯಾಗಿ ನಮ್ಮ ದೇಶದ ಸೈನಿಕರು ಆಪರೇಷನ್ ಸಿಂಧೂರ ಹೆಸರಿನಲ್ಲಿ ಪ್ರತೀಕಾರ ತೀರಿಸಿದ್ದಾರೆ. ಈ ಯಶಸ್ಸಿಗಾಗಿ ಸೈನಿಕರಿಗೆ ಶಕ್ತಿ ತುಂಬಲು ಪಟ್ಟಣದ ಮಾರುತಿ ದೇವಸ್ಥಾನದಲ್ಲಿ ವಿಶೇಷ ಪೂಜೆ ಸಲ್ಲಿಸಲಾಯಿತು. [54, 728, 317, 788]
registration-marks [0, 2341, 1541, 2367]
